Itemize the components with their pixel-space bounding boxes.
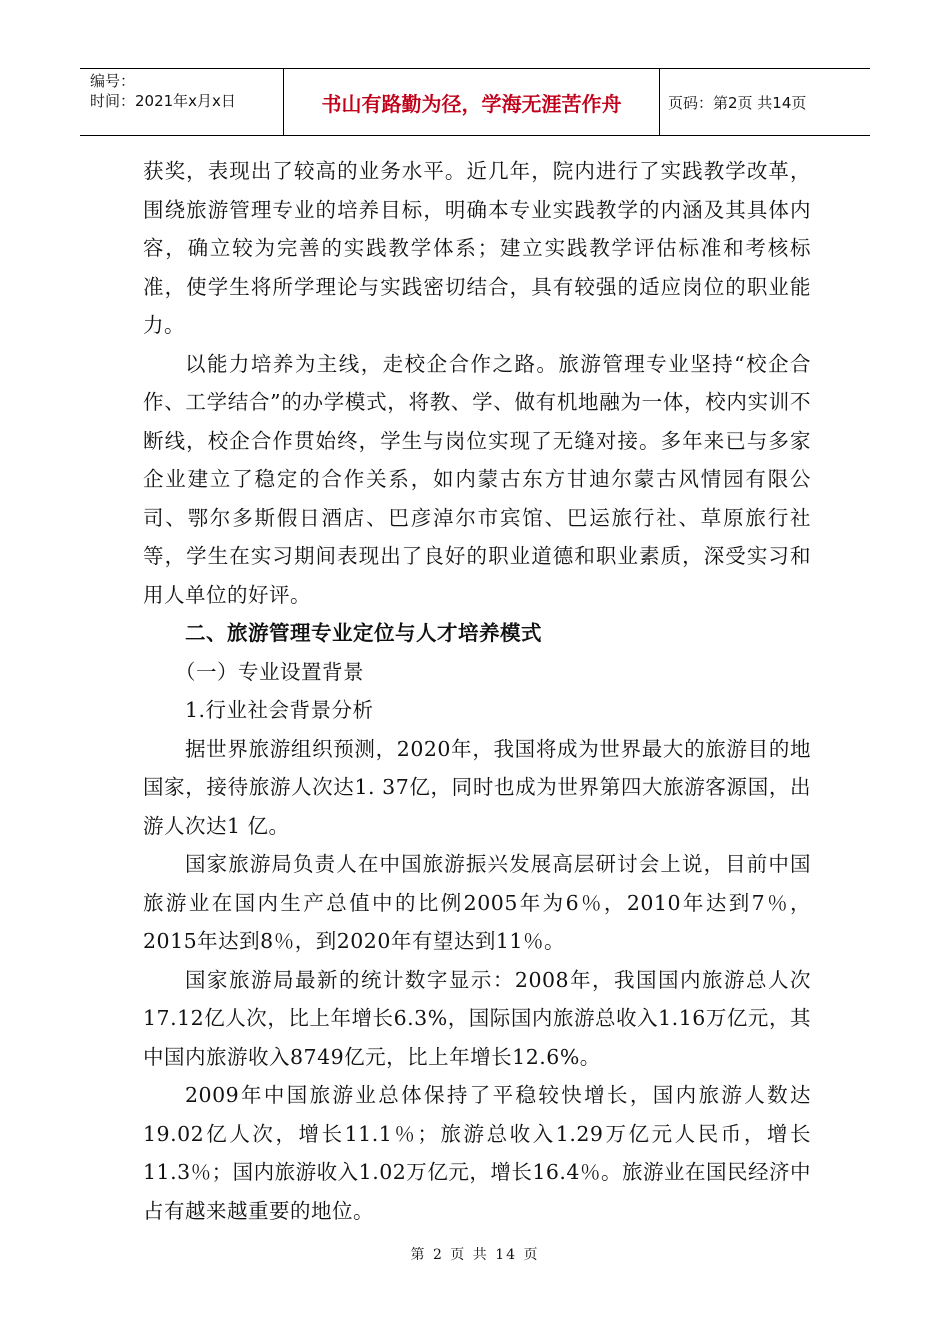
paragraph: 以能力培养为主线，走校企合作之路。旅游管理专业坚持“校企合作、工学结合”的办学模式，将教、学、做有机地融为一体，校内实训不断线，校企合作贯始终，学生与岗位实现了无缝对接。多年来已与多家企业建立了稳定的合作关系，如内蒙古东方甘迪尔蒙古风情园有限公司、鄂尔多斯假日酒店、巴彦淖尔市宾馆、巴运旅行社、草原旅行社等，学生在实习期间表现出了良好的职业道德和职业素质，深受实习和用人单位的好评。 — [143, 351, 811, 607]
page-footer: 第 2 页 共 14 页 — [410, 1247, 540, 1263]
page-header — [80, 68, 870, 136]
paragraph: 据世界旅游组织预测，2020年，我国将成为世界最大的旅游目的地国家，接待旅游人次达1. 37亿，同时也成为世界第四大旅游客源国，出游人次达1 亿。 — [143, 736, 811, 838]
paragraph: 2009年中国旅游业总体保持了平稳较快增长，国内旅游人数达19.02亿人次，增长11.1％；旅游总收入1.29万亿元人民币，增长11.3％；国内旅游收入1.02万亿元，增长16.4％。旅游业在国民经济中占有越来越重要的地位。 — [143, 1083, 811, 1223]
document-number-label: 编号： — [90, 72, 136, 90]
header-motto: 书山有路勤为径，学海无涯苦作舟 — [284, 69, 660, 135]
header-page-info: 页码：第2页 共14页 — [668, 93, 807, 112]
section-heading: 二、旅游管理专业定位与人才培养模式 — [185, 621, 542, 645]
subsection-heading: （一）专业设置背景 — [175, 659, 364, 684]
header-meta — [80, 69, 284, 135]
subsubsection-heading: 1.行业社会背景分析 — [185, 698, 374, 722]
document-body — [143, 152, 811, 1230]
paragraph: 国家旅游局负责人在中国旅游振兴发展高层研讨会上说，目前中国旅游业在国内生产总值中的比例2005年为6％，2010年达到7％，2015年达到8％，到2020年有望达到11％。 — [143, 852, 811, 953]
document-time: 时间：2021年x月x日 — [90, 92, 236, 110]
paragraph: 获奖，表现出了较高的业务水平。近几年，院内进行了实践教学改革，围绕旅游管理专业的培养目标，明确本专业实践教学的内涵及其具体内容，确立较为完善的实践教学体系；建立实践教学评估标准和考核标准，使学生将所学理论与实践密切结合，具有较强的适应岗位的职业能力。 — [143, 159, 811, 337]
paragraph: 国家旅游局最新的统计数字显示：2008年，我国国内旅游总人次17.12亿人次，比上年增长6.3%，国际国内旅游总收入1.16万亿元，其中国内旅游收入8749亿元，比上年增长12.6%。 — [143, 967, 811, 1069]
